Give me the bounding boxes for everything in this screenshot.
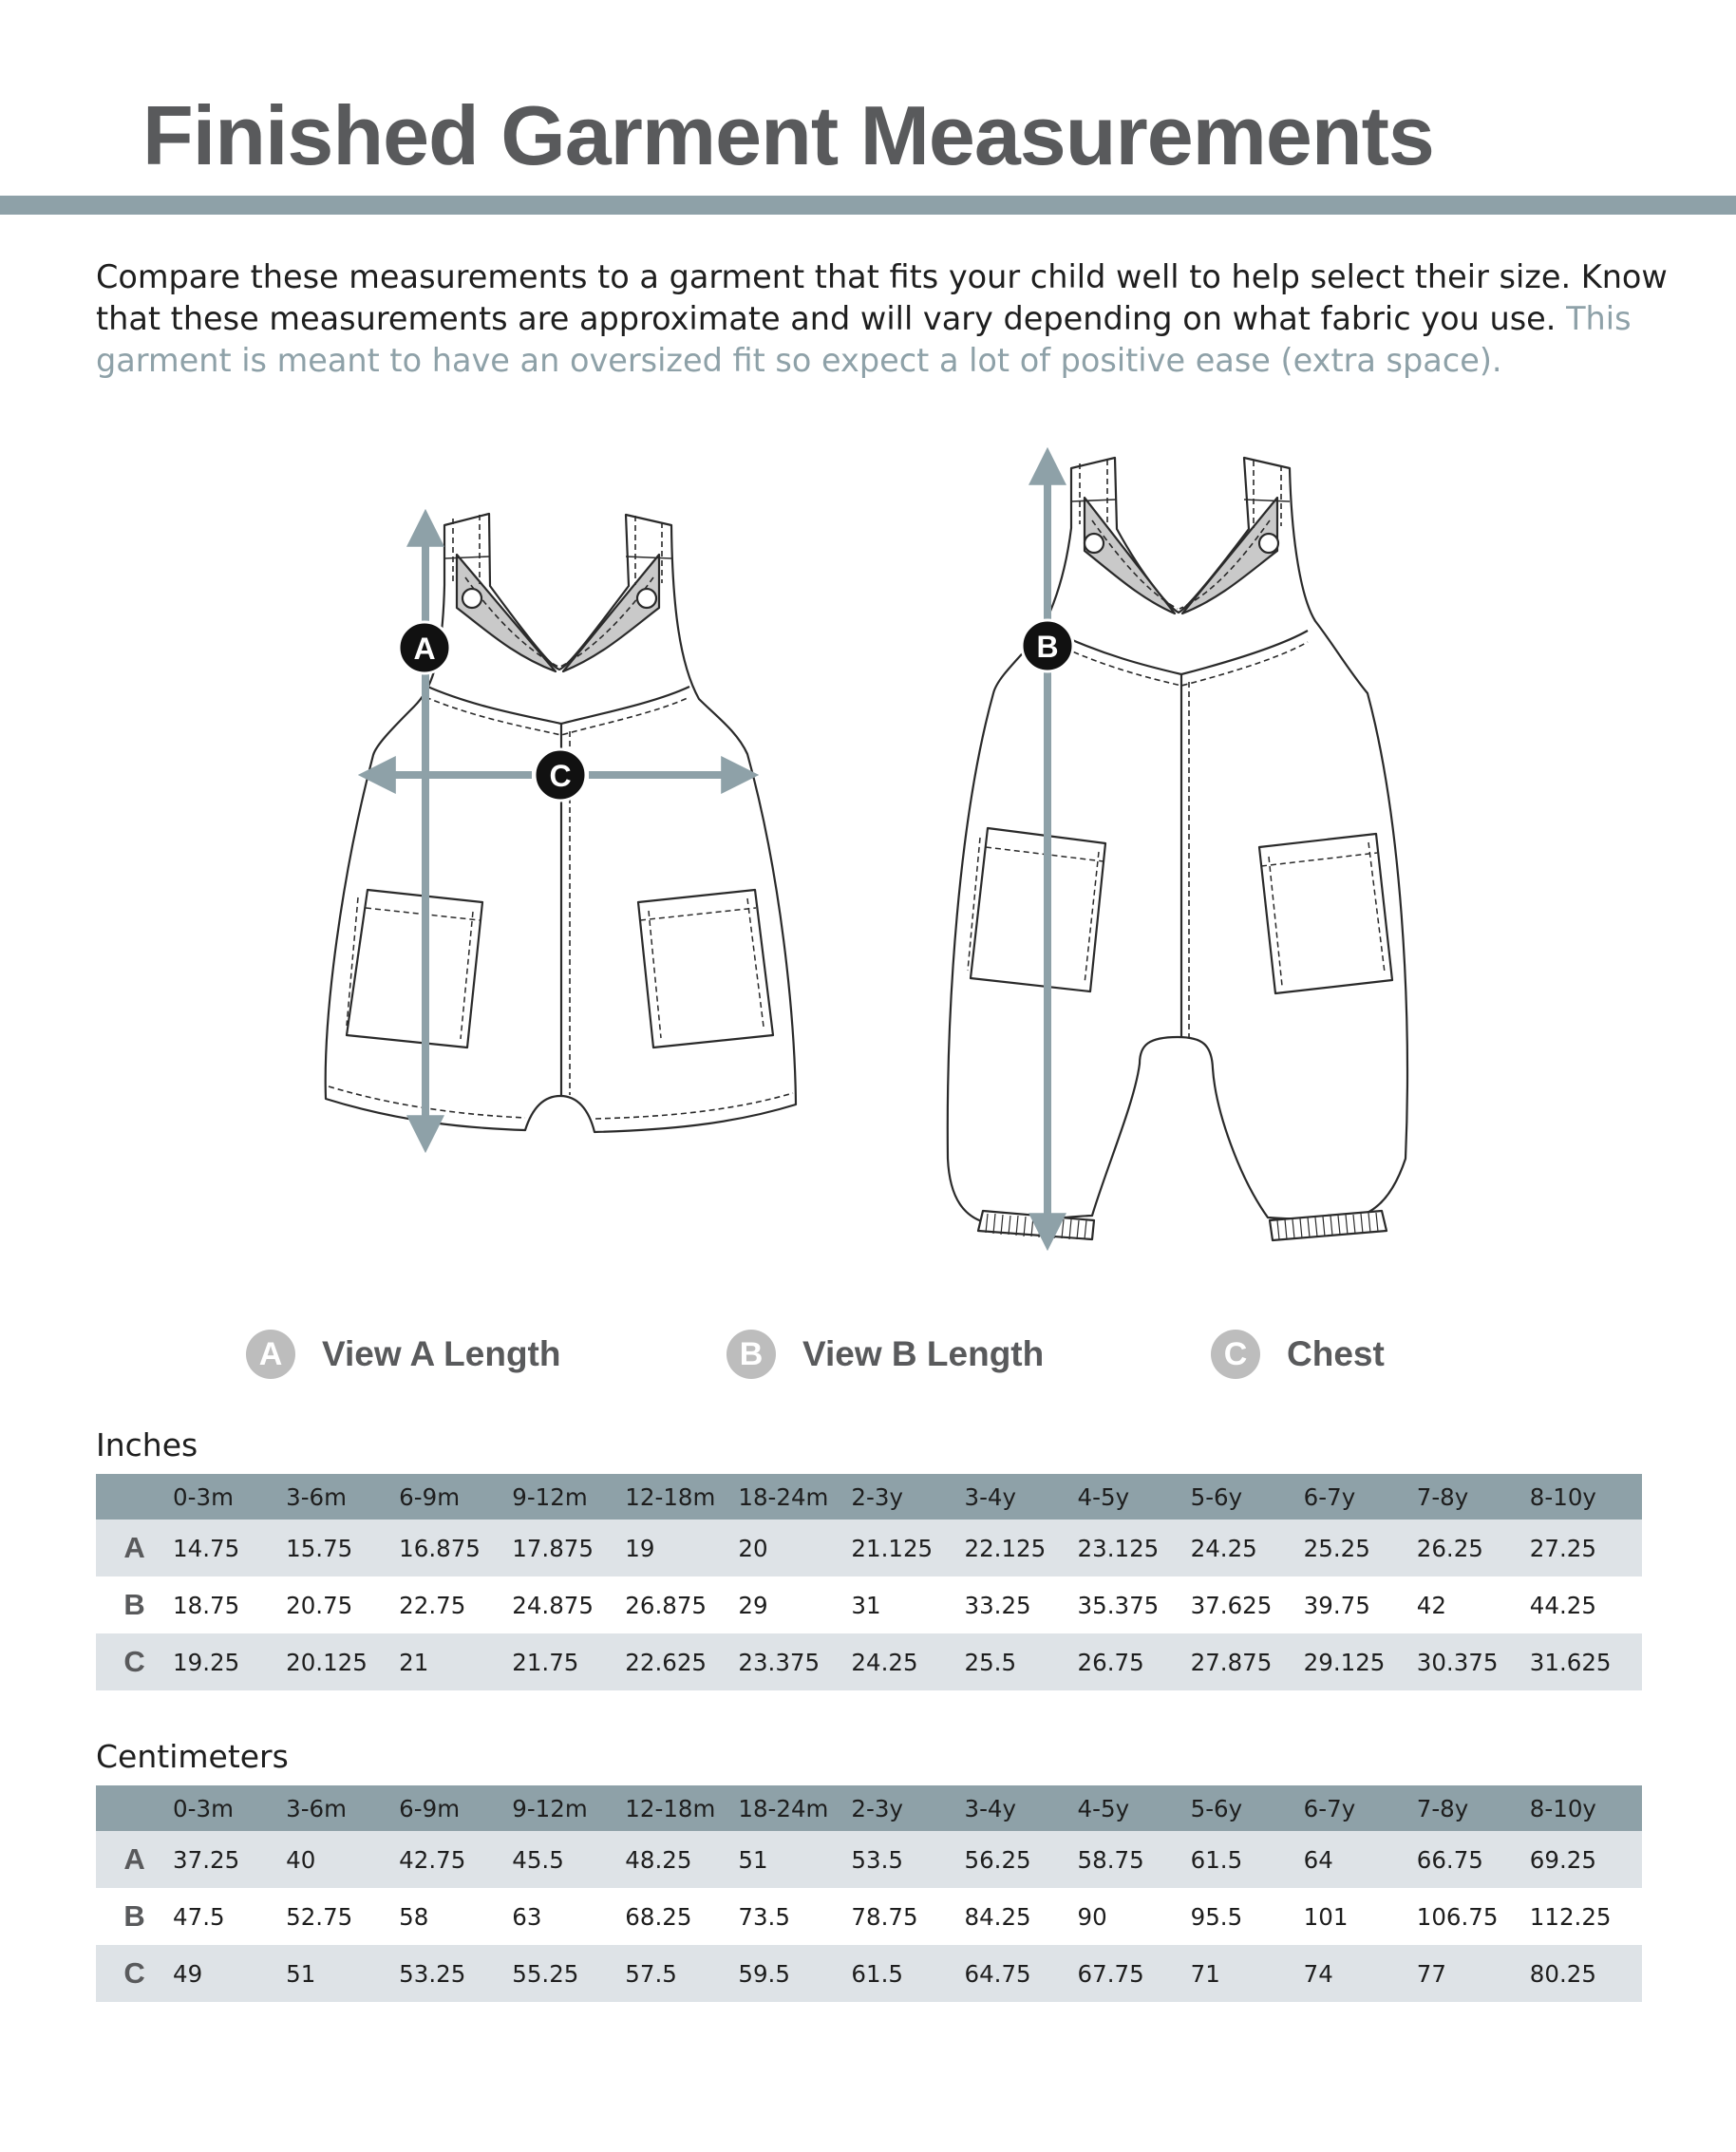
table-cell: 51 <box>738 1845 768 1874</box>
table-cell: 61.5 <box>1190 1845 1243 1874</box>
view-a-garment <box>326 514 796 1132</box>
garment-illustration <box>0 418 1736 1273</box>
table-cell: 58.75 <box>1077 1845 1144 1874</box>
size-header: 8-10y <box>1529 1794 1596 1822</box>
legend-label-c: Chest <box>1287 1334 1385 1373</box>
table-cell: 18.75 <box>173 1591 240 1619</box>
table-cell: 20.125 <box>286 1648 368 1676</box>
legend-label-b: View B Length <box>802 1334 1045 1373</box>
table-cell: 22.125 <box>964 1534 1047 1562</box>
size-header: 12-18m <box>625 1482 716 1511</box>
table-cell: 49 <box>173 1959 203 1988</box>
size-header: 18-24m <box>738 1482 829 1511</box>
table-cell: 33.25 <box>964 1591 1031 1619</box>
table-cell: 22.625 <box>625 1648 708 1676</box>
table-cell: 58 <box>399 1902 429 1931</box>
legend-view-a-length <box>246 1326 560 1383</box>
table-cell: 48.25 <box>625 1845 692 1874</box>
table-cell: 73.5 <box>738 1902 790 1931</box>
table-cell: 78.75 <box>851 1902 918 1931</box>
table-cell: 27.875 <box>1190 1648 1273 1676</box>
table-cell: 21 <box>399 1648 429 1676</box>
table-cell: 66.75 <box>1416 1845 1483 1874</box>
table-cell: 51 <box>286 1959 316 1988</box>
row-label: C <box>123 1956 145 1990</box>
size-header: 7-8y <box>1416 1794 1469 1822</box>
table-row <box>96 1576 1642 1633</box>
table-cell: 19 <box>625 1534 655 1562</box>
table-cell: 24.875 <box>512 1591 594 1619</box>
table-cell: 112.25 <box>1529 1902 1612 1931</box>
legend-badge-c: C <box>1211 1330 1260 1379</box>
table-cell: 16.875 <box>399 1534 481 1562</box>
size-header: 6-7y <box>1303 1794 1356 1822</box>
table-cell: 63 <box>512 1902 542 1931</box>
marker-c <box>535 749 586 801</box>
table-cell: 56.25 <box>964 1845 1031 1874</box>
size-header: 4-5y <box>1077 1482 1130 1511</box>
table-cell: 22.75 <box>399 1591 466 1619</box>
table-cell: 77 <box>1416 1959 1446 1988</box>
table-cell: 106.75 <box>1416 1902 1499 1931</box>
row-label: A <box>123 1531 145 1564</box>
table-cell: 61.5 <box>851 1959 903 1988</box>
size-header: 3-4y <box>964 1794 1016 1822</box>
table-row <box>96 1520 1642 1576</box>
row-label: C <box>123 1645 145 1678</box>
intro-highlight: This garment is meant to have an oversized fit so expect a lot of positive ease (extra space). <box>96 300 1632 379</box>
inches-table <box>96 1474 1642 1690</box>
size-header-row <box>96 1474 1642 1520</box>
table-cell: 69.25 <box>1529 1845 1596 1874</box>
table-cell: 71 <box>1190 1959 1220 1988</box>
page-title: Finished Garment Measurements <box>142 88 1434 182</box>
table-cell: 21.125 <box>851 1534 934 1562</box>
table-cell: 42.75 <box>399 1845 466 1874</box>
table-cell: 23.375 <box>738 1648 821 1676</box>
svg-text:C: C <box>549 759 572 793</box>
size-header: 6-9m <box>399 1482 461 1511</box>
svg-text:B: B <box>1036 630 1059 664</box>
marker-a <box>399 622 450 673</box>
legend-chest <box>1211 1326 1385 1383</box>
svg-text:A: A <box>413 632 436 666</box>
row-label: B <box>123 1588 145 1621</box>
size-header: 9-12m <box>512 1794 588 1822</box>
legend-badge-b: B <box>726 1330 776 1379</box>
table-cell: 39.75 <box>1303 1591 1370 1619</box>
table-row <box>96 1888 1642 1945</box>
table-cell: 26.875 <box>625 1591 708 1619</box>
table-cell: 84.25 <box>964 1902 1031 1931</box>
table-cell: 31.625 <box>1529 1648 1612 1676</box>
centimeters-table <box>96 1785 1642 2002</box>
table-cell: 27.25 <box>1529 1534 1596 1562</box>
table-row <box>96 1633 1642 1690</box>
table-cell: 40 <box>286 1845 316 1874</box>
table-cell: 19.25 <box>173 1648 240 1676</box>
table-cell: 17.875 <box>512 1534 594 1562</box>
table-cell: 45.5 <box>512 1845 564 1874</box>
table-cell: 37.625 <box>1190 1591 1273 1619</box>
table-cell: 57.5 <box>625 1959 677 1988</box>
table-cell: 29 <box>738 1591 768 1619</box>
table-cell: 25.25 <box>1303 1534 1370 1562</box>
legend-badge-a: A <box>246 1330 295 1379</box>
table-cell: 29.125 <box>1303 1648 1386 1676</box>
table-cell: 35.375 <box>1077 1591 1160 1619</box>
size-header: 6-9m <box>399 1794 461 1822</box>
table-cell: 23.125 <box>1077 1534 1160 1562</box>
table-cell: 74 <box>1303 1959 1333 1988</box>
table-cell: 20.75 <box>286 1591 353 1619</box>
table-cell: 90 <box>1077 1902 1107 1931</box>
size-header: 18-24m <box>738 1794 829 1822</box>
intro-text: Compare these measurements to a garment that fits your child well to help select their size. Know that these measurements are approximate and will vary depending on what fabric you use. <box>96 258 1668 337</box>
marker-b <box>1022 620 1073 671</box>
table-cell: 67.75 <box>1077 1959 1144 1988</box>
table-cell: 101 <box>1303 1902 1349 1931</box>
size-header: 3-4y <box>964 1482 1016 1511</box>
table-cell: 55.25 <box>512 1959 579 1988</box>
size-header: 5-6y <box>1190 1482 1243 1511</box>
table-cell: 25.5 <box>964 1648 1017 1676</box>
table-row <box>96 1945 1642 2002</box>
table-cell: 64 <box>1303 1845 1333 1874</box>
size-header-row <box>96 1785 1642 1831</box>
size-header: 7-8y <box>1416 1482 1469 1511</box>
title-rule <box>0 196 1736 215</box>
table-cell: 80.25 <box>1529 1959 1596 1988</box>
inches-heading: Inches <box>96 1426 198 1463</box>
size-header: 3-6m <box>286 1794 347 1822</box>
table-cell: 42 <box>1416 1591 1446 1619</box>
table-cell: 95.5 <box>1190 1902 1243 1931</box>
table-cell: 53.5 <box>851 1845 903 1874</box>
table-cell: 64.75 <box>964 1959 1031 1988</box>
size-header: 2-3y <box>851 1482 903 1511</box>
legend-label-a: View A Length <box>322 1334 561 1373</box>
table-cell: 68.25 <box>625 1902 692 1931</box>
table-cell: 59.5 <box>738 1959 790 1988</box>
table-cell: 15.75 <box>286 1534 353 1562</box>
row-label: A <box>123 1842 145 1876</box>
table-row <box>96 1831 1642 1888</box>
table-cell: 24.25 <box>1190 1534 1257 1562</box>
size-header: 5-6y <box>1190 1794 1243 1822</box>
table-cell: 37.25 <box>173 1845 240 1874</box>
row-label: B <box>123 1899 145 1933</box>
size-header: 8-10y <box>1529 1482 1596 1511</box>
legend-view-b-length <box>726 1326 1044 1383</box>
size-header: 2-3y <box>851 1794 903 1822</box>
table-cell: 44.25 <box>1529 1591 1596 1619</box>
size-header: 9-12m <box>512 1482 588 1511</box>
table-cell: 20 <box>738 1534 768 1562</box>
size-header: 3-6m <box>286 1482 347 1511</box>
table-cell: 30.375 <box>1416 1648 1499 1676</box>
size-header: 6-7y <box>1303 1482 1356 1511</box>
size-header: 0-3m <box>173 1482 234 1511</box>
view-b-garment <box>948 458 1407 1240</box>
table-cell: 26.25 <box>1416 1534 1483 1562</box>
size-header: 0-3m <box>173 1794 234 1822</box>
table-cell: 31 <box>851 1591 881 1619</box>
table-cell: 53.25 <box>399 1959 466 1988</box>
table-cell: 26.75 <box>1077 1648 1144 1676</box>
table-cell: 47.5 <box>173 1902 225 1931</box>
intro-paragraph <box>96 256 1691 382</box>
centimeters-heading: Centimeters <box>96 1738 289 1775</box>
size-header: 4-5y <box>1077 1794 1130 1822</box>
size-header: 12-18m <box>625 1794 716 1822</box>
table-cell: 52.75 <box>286 1902 353 1931</box>
table-cell: 24.25 <box>851 1648 918 1676</box>
table-cell: 14.75 <box>173 1534 240 1562</box>
table-cell: 21.75 <box>512 1648 579 1676</box>
